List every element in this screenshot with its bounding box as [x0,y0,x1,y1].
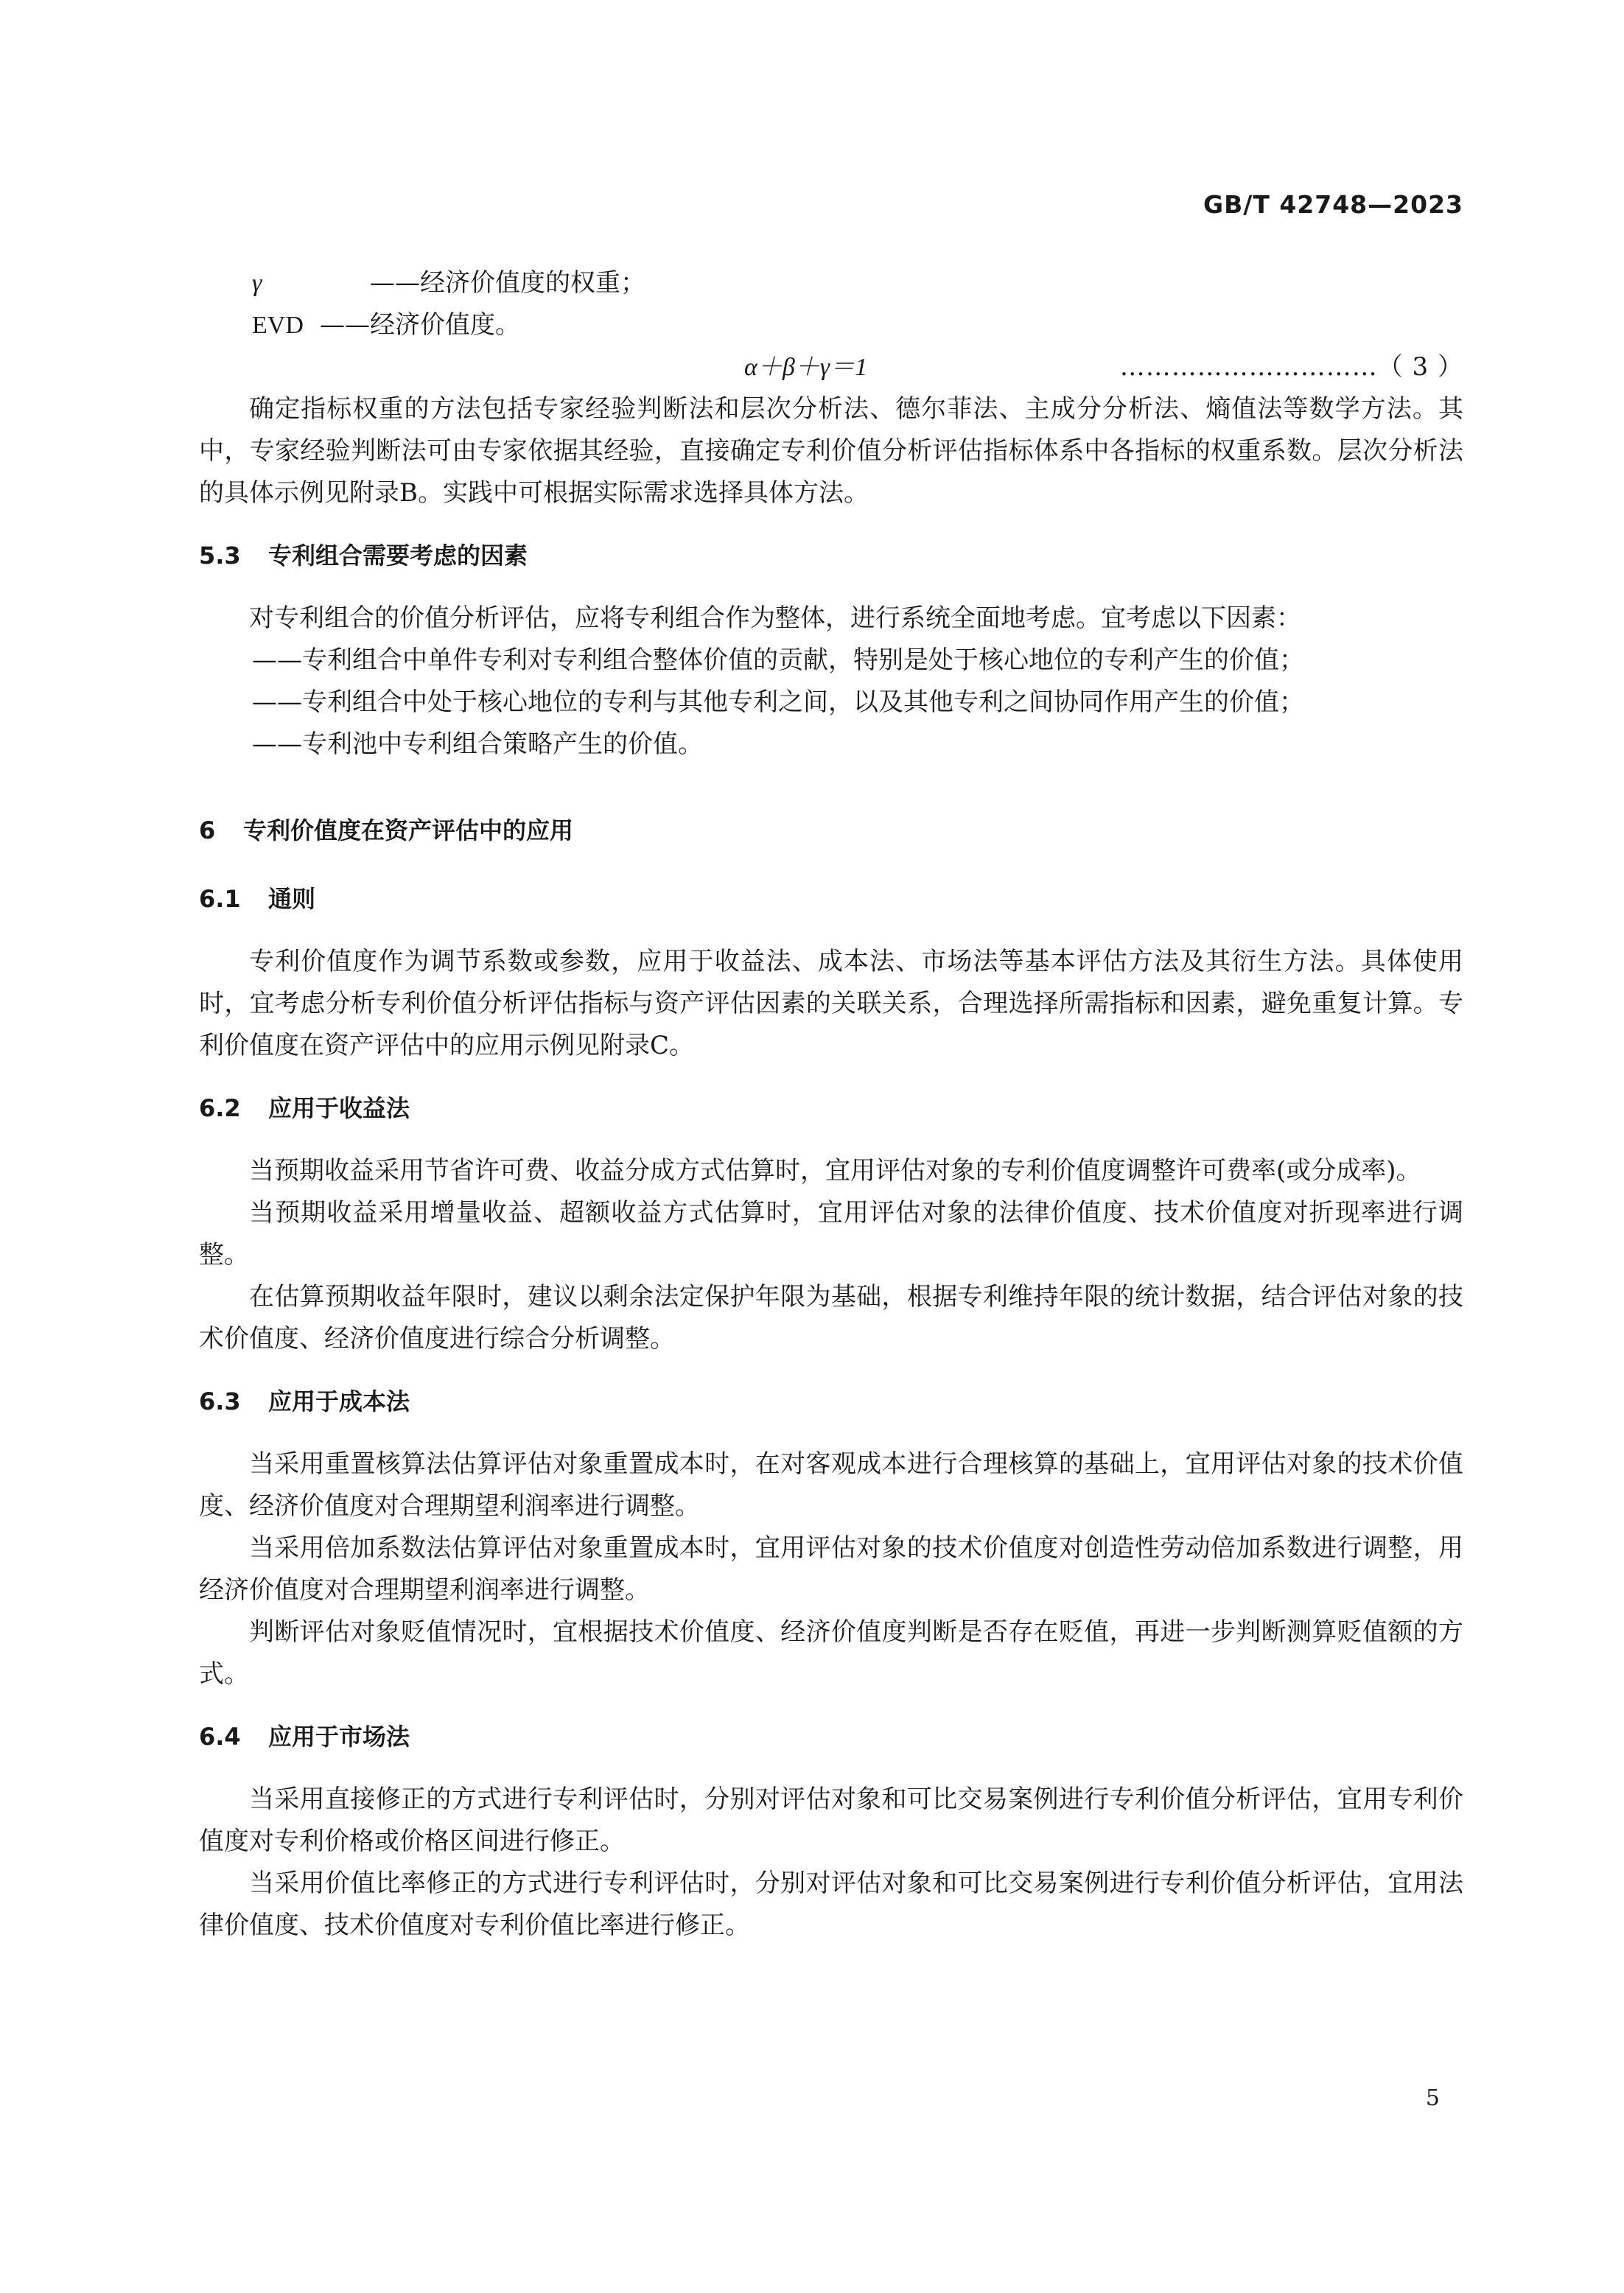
section-6-4-paragraph: 当采用价值比率修正的方式进行专利评估时，分别对评估对象和可比交易案例进行专利价值分析评估，宜用法律价值度、技术价值度对专利价值比率进行修正。 [199,1869,1463,1940]
page-content [199,262,1463,1947]
section-number: 6.3 [199,1387,241,1415]
section-heading-5-3 [199,535,1463,577]
section-number: 6.2 [199,1094,241,1122]
chapter-heading-6 [199,810,1463,852]
section-6-3-paragraph: 当采用重置核算法估算评估对象重置成本时，在对客观成本进行合理核算的基础上，宜用评估对象的技术价值度、经济价值度对合理期望利润率进行调整。 [199,1449,1463,1521]
section-title: 通则 [268,885,316,913]
section-heading-6-4 [199,1716,1463,1758]
section-number: 6.4 [199,1723,241,1751]
standard-number: GB/T 42748—2023 [1203,190,1463,219]
section-6-2-paragraph: 当预期收益采用节省许可费、收益分成方式估算时，宜用评估对象的专利价值度调整许可费率(或分成率)。 [249,1156,1421,1186]
definition-evd [199,304,1463,346]
section-heading-6-1 [199,878,1463,920]
section-heading-6-2 [199,1088,1463,1130]
list-item: ——专利组合中处于核心地位的专利与其他专利之间，以及其他专利之间协同作用产生的价值； [252,687,1304,717]
definition-symbol: EVD [252,312,304,339]
section-title: 专利组合需要考虑的因素 [268,542,528,570]
section-title: 专利价值度在资产评估中的应用 [243,816,574,844]
section-heading-6-3 [199,1381,1463,1423]
section-number: 5.3 [199,542,241,570]
section-number: 6 [199,816,216,844]
weight-method-paragraph: 确定指标权重的方法包括专家经验判断法和层次分析法、德尔菲法、主成分分析法、熵值法等数学方法。其中，专家经验判断法可由专家依据其经验，直接确定专利价值分析评估指标体系中各指标的权重系数。层次分析法的具体示例见附录B。实践中可根据实际需求选择具体方法。 [199,394,1463,508]
formula-number: …………………………（ 3 ） [1119,352,1463,382]
section-6-4-paragraph: 当采用直接修正的方式进行专利评估时，分别对评估对象和可比交易案例进行专利价值分析评估，宜用专利价值度对专利价格或价格区间进行修正。 [199,1785,1463,1856]
formula-3 [199,346,1463,388]
formula-expression: α＋β＋γ＝1 [744,354,868,381]
definition-text: ——经济价值度的权重； [370,268,645,298]
section-5-3-paragraph: 对专利组合的价值分析评估，应将专利组合作为整体，进行系统全面地考虑。宜考虑以下因素： [249,603,1301,633]
definition-text: ——经济价值度。 [320,310,520,340]
definition-symbol: γ [252,270,262,297]
section-title: 应用于收益法 [268,1094,410,1122]
section-6-3-paragraph: 判断评估对象贬值情况时，宜根据技术价值度、经济价值度判断是否存在贬值，再进一步判断测算贬值额的方式。 [199,1617,1463,1689]
definition-gamma [199,262,1463,304]
section-6-2-paragraph: 在估算预期收益年限时，建议以剩余法定保护年限为基础，根据专利维持年限的统计数据，结合评估对象的技术价值度、经济价值度进行综合分析调整。 [199,1282,1463,1354]
section-6-2-paragraph: 当预期收益采用增量收益、超额收益方式估算时，宜用评估对象的法律价值度、技术价值度对折现率进行调整。 [199,1198,1463,1270]
page-number: 5 [1425,2085,1440,2111]
list-item: ——专利池中专利组合策略产生的价值。 [252,729,703,759]
section-number: 6.1 [199,885,241,913]
list-item: ——专利组合中单件专利对专利组合整体价值的贡献，特别是处于核心地位的专利产生的价值； [252,645,1304,675]
section-6-1-paragraph: 专利价值度作为调节系数或参数，应用于收益法、成本法、市场法等基本评估方法及其衍生方法。具体使用时，宜考虑分析专利价值分析评估指标与资产评估因素的关联关系，合理选择所需指标和因素，避免重复计算。专利价值度在资产评估中的应用示例见附录C。 [199,947,1463,1060]
section-title: 应用于市场法 [268,1723,410,1751]
section-title: 应用于成本法 [268,1387,410,1415]
section-6-3-paragraph: 当采用倍加系数法估算评估对象重置成本时，宜用评估对象的技术价值度对创造性劳动倍加系数进行调整，用经济价值度对合理期望利润率进行调整。 [199,1533,1463,1605]
